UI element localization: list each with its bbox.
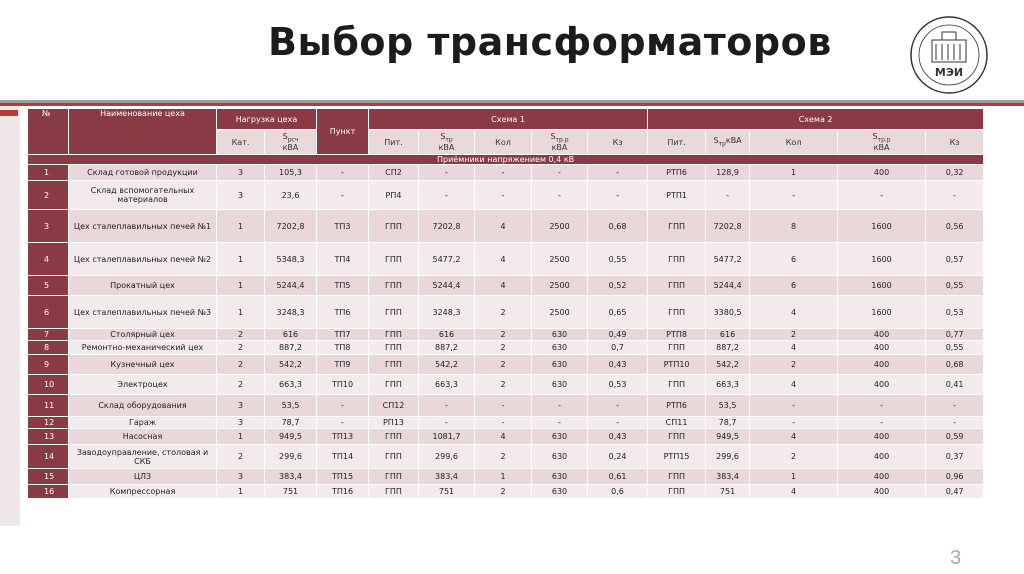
s2-s: 887,2 xyxy=(706,341,750,355)
s1-kz: 0,6 xyxy=(588,485,648,499)
s2-s: 5477,2 xyxy=(706,243,750,276)
punkt: ТП7 xyxy=(317,329,369,341)
category: 1 xyxy=(217,296,265,329)
s1-str: - xyxy=(532,395,588,417)
s1-kol: 4 xyxy=(475,276,532,296)
category: 2 xyxy=(217,341,265,355)
s2-kz: 0,59 xyxy=(926,429,984,445)
row-num: 11 xyxy=(28,395,69,417)
s2-str: - xyxy=(838,395,926,417)
punkt: ТП14 xyxy=(317,445,369,469)
transformer-table xyxy=(27,108,984,499)
s2-kz: - xyxy=(926,181,984,210)
s1-kz: 0,61 xyxy=(588,469,648,485)
s2-kz-header: Кз xyxy=(926,130,984,155)
category: 3 xyxy=(217,395,265,417)
s1-kol: - xyxy=(475,181,532,210)
shop-name: Заводоуправление, столовая и СКБ xyxy=(69,445,217,469)
s2-s: 542,2 xyxy=(706,355,750,375)
s1-kz-header: Кз xyxy=(588,130,648,155)
s1-pit: ГПП xyxy=(369,375,419,395)
punkt: - xyxy=(317,395,369,417)
s1-pit: ГПП xyxy=(369,445,419,469)
s2-s-header: $S_{тр}кВА$ xyxy=(706,130,750,155)
s1-kol: - xyxy=(475,165,532,181)
row-num: 6 xyxy=(28,296,69,329)
s1-str: 630 xyxy=(532,429,588,445)
table-row xyxy=(28,429,984,445)
s1-kz: 0,7 xyxy=(588,341,648,355)
s1-str: 630 xyxy=(532,485,588,499)
s2-kol: 6 xyxy=(750,243,838,276)
load-s: 383,4 xyxy=(265,469,317,485)
s1-kz: - xyxy=(588,395,648,417)
col-punkt-header: Пункт xyxy=(317,109,369,155)
s1-s-header: $S_{тр}$ кВА xyxy=(419,130,475,155)
s1-pit: ГПП xyxy=(369,429,419,445)
s1-str: 2500 xyxy=(532,210,588,243)
s1-kz: 0,43 xyxy=(588,429,648,445)
s2-str: 400 xyxy=(838,429,926,445)
s1-pit: ГПП xyxy=(369,469,419,485)
s1-pit: ГПП xyxy=(369,276,419,296)
s2-str: 400 xyxy=(838,329,926,341)
s1-kz: 0,24 xyxy=(588,445,648,469)
s1-pit: СП2 xyxy=(369,165,419,181)
s2-kol: 4 xyxy=(750,341,838,355)
table-row xyxy=(28,417,984,429)
s1-str: 630 xyxy=(532,375,588,395)
row-num: 3 xyxy=(28,210,69,243)
category: 1 xyxy=(217,429,265,445)
s1-str: 2500 xyxy=(532,243,588,276)
s1-str: - xyxy=(532,181,588,210)
shop-name: Цех сталеплавильных печей №2 xyxy=(69,243,217,276)
s2-kol: 6 xyxy=(750,276,838,296)
s2-kz: 0,56 xyxy=(926,210,984,243)
punkt: - xyxy=(317,165,369,181)
s1-s: 5477,2 xyxy=(419,243,475,276)
s2-kol: 8 xyxy=(750,210,838,243)
s1-kol: - xyxy=(475,395,532,417)
s1-s: - xyxy=(419,417,475,429)
s1-kz: - xyxy=(588,165,648,181)
s2-str: 400 xyxy=(838,485,926,499)
s1-str: 630 xyxy=(532,329,588,341)
col-num-header: № xyxy=(28,109,69,155)
s2-kz: - xyxy=(926,395,984,417)
s2-str-header: $S_{тр.р}$ кВА xyxy=(838,130,926,155)
load-s: 751 xyxy=(265,485,317,499)
s2-s: 3380,5 xyxy=(706,296,750,329)
s1-kol: 2 xyxy=(475,485,532,499)
s1-kol: 2 xyxy=(475,341,532,355)
s1-s: 751 xyxy=(419,485,475,499)
s2-s: 299,6 xyxy=(706,445,750,469)
s2-kol: 4 xyxy=(750,485,838,499)
punkt: ТП8 xyxy=(317,341,369,355)
s1-kol: 2 xyxy=(475,296,532,329)
page-title: Выбор трансформаторов xyxy=(268,20,832,64)
s1-kz: 0,53 xyxy=(588,375,648,395)
s1-s: 616 xyxy=(419,329,475,341)
s1-kol-header: Кол xyxy=(475,130,532,155)
category: 3 xyxy=(217,417,265,429)
row-num: 12 xyxy=(28,417,69,429)
row-num: 5 xyxy=(28,276,69,296)
row-num: 15 xyxy=(28,469,69,485)
s2-kz: 0,57 xyxy=(926,243,984,276)
s1-kz: - xyxy=(588,181,648,210)
row-num: 16 xyxy=(28,485,69,499)
table-row xyxy=(28,276,984,296)
load-s: 5348,3 xyxy=(265,243,317,276)
s1-pit: ГПП xyxy=(369,355,419,375)
s1-s: 1081,7 xyxy=(419,429,475,445)
table-row xyxy=(28,485,984,499)
load-s: 887,2 xyxy=(265,341,317,355)
category: 2 xyxy=(217,445,265,469)
s1-s: - xyxy=(419,181,475,210)
s1-kol: 2 xyxy=(475,329,532,341)
s2-pit: ГПП xyxy=(648,429,706,445)
s2-str: 400 xyxy=(838,341,926,355)
s2-kz: 0,55 xyxy=(926,276,984,296)
table-row xyxy=(28,329,984,341)
shop-name: Компрессорная xyxy=(69,485,217,499)
s2-str: 1600 xyxy=(838,243,926,276)
s2-kz: 0,77 xyxy=(926,329,984,341)
s1-kol: 4 xyxy=(475,429,532,445)
load-s: 616 xyxy=(265,329,317,341)
shop-name: Склад вспомогательных материалов xyxy=(69,181,217,210)
row-num: 7 xyxy=(28,329,69,341)
s1-pit: ГПП xyxy=(369,329,419,341)
load-s: 53,5 xyxy=(265,395,317,417)
s2-pit: СП11 xyxy=(648,417,706,429)
col-name-header: Наименование цеха xyxy=(69,109,217,155)
scheme2-header: Схема 2 xyxy=(648,109,984,130)
s1-pit: ГПП xyxy=(369,210,419,243)
s1-kz: 0,43 xyxy=(588,355,648,375)
s1-pit: РП4 xyxy=(369,181,419,210)
load-s: 5244,4 xyxy=(265,276,317,296)
table-row xyxy=(28,341,984,355)
category: 3 xyxy=(217,181,265,210)
s2-s: 949,5 xyxy=(706,429,750,445)
s2-kol: 1 xyxy=(750,165,838,181)
s1-pit-header: Пит. xyxy=(369,130,419,155)
scheme1-header: Схема 1 xyxy=(369,109,648,130)
category: 3 xyxy=(217,165,265,181)
shop-name: Гараж xyxy=(69,417,217,429)
shop-name: Ремонтно-механический цех xyxy=(69,341,217,355)
s1-pit: СП12 xyxy=(369,395,419,417)
s2-str: 400 xyxy=(838,355,926,375)
s1-kol: 4 xyxy=(475,210,532,243)
col-s-header: $S_{рсч}$ кВА xyxy=(265,130,317,155)
category: 1 xyxy=(217,276,265,296)
s1-s: - xyxy=(419,165,475,181)
page-number: 3 xyxy=(950,547,962,569)
s2-kol: 2 xyxy=(750,355,838,375)
s2-pit: ГПП xyxy=(648,469,706,485)
logo-text: МЭИ xyxy=(934,66,964,79)
shop-name: Прокатный цех xyxy=(69,276,217,296)
s2-s: - xyxy=(706,181,750,210)
category: 2 xyxy=(217,355,265,375)
s1-kz: 0,68 xyxy=(588,210,648,243)
shop-name: ЦЛЗ xyxy=(69,469,217,485)
punkt: ТП3 xyxy=(317,210,369,243)
category: 1 xyxy=(217,485,265,499)
s2-pit: РТП1 xyxy=(648,181,706,210)
load-s: 105,3 xyxy=(265,165,317,181)
row-num: 8 xyxy=(28,341,69,355)
s1-s: - xyxy=(419,395,475,417)
load-s: 23,6 xyxy=(265,181,317,210)
s1-kol: 2 xyxy=(475,355,532,375)
s2-kol: 4 xyxy=(750,375,838,395)
s1-kz: - xyxy=(588,417,648,429)
left-accent-bar xyxy=(0,110,18,116)
section-header: Приёмники напряжением 0,4 кВ xyxy=(28,155,984,165)
s2-pit: ГПП xyxy=(648,210,706,243)
load-s: 7202,8 xyxy=(265,210,317,243)
s2-kol: - xyxy=(750,417,838,429)
row-num: 13 xyxy=(28,429,69,445)
s1-s: 3248,3 xyxy=(419,296,475,329)
s2-s: 751 xyxy=(706,485,750,499)
table-row xyxy=(28,469,984,485)
s2-pit: ГПП xyxy=(648,296,706,329)
s1-pit: РП13 xyxy=(369,417,419,429)
s2-pit-header: Пит. xyxy=(648,130,706,155)
table-row xyxy=(28,445,984,469)
table-row xyxy=(28,210,984,243)
s2-kol: 4 xyxy=(750,429,838,445)
s1-str: - xyxy=(532,165,588,181)
s1-s: 383,4 xyxy=(419,469,475,485)
s1-s: 299,6 xyxy=(419,445,475,469)
shop-name: Цех сталеплавильных печей №3 xyxy=(69,296,217,329)
s1-str: 630 xyxy=(532,355,588,375)
punkt: ТП15 xyxy=(317,469,369,485)
s1-str: 630 xyxy=(532,469,588,485)
load-s: 299,6 xyxy=(265,445,317,469)
s2-pit: РТП8 xyxy=(648,329,706,341)
row-num: 4 xyxy=(28,243,69,276)
punkt: ТП6 xyxy=(317,296,369,329)
s1-pit: ГПП xyxy=(369,296,419,329)
s2-kol: - xyxy=(750,395,838,417)
s2-pit: ГПП xyxy=(648,243,706,276)
s2-kz: 0,55 xyxy=(926,341,984,355)
shop-name: Кузнечный цех xyxy=(69,355,217,375)
row-num: 10 xyxy=(28,375,69,395)
s2-s: 7202,8 xyxy=(706,210,750,243)
shop-name: Насосная xyxy=(69,429,217,445)
s1-kz: 0,55 xyxy=(588,243,648,276)
punkt: ТП5 xyxy=(317,276,369,296)
s2-kol: - xyxy=(750,181,838,210)
s2-kz: 0,41 xyxy=(926,375,984,395)
s2-s: 383,4 xyxy=(706,469,750,485)
punkt: ТП9 xyxy=(317,355,369,375)
category: 3 xyxy=(217,469,265,485)
table-row xyxy=(28,395,984,417)
punkt: ТП16 xyxy=(317,485,369,499)
punkt: ТП4 xyxy=(317,243,369,276)
load-s: 663,3 xyxy=(265,375,317,395)
s1-str-header: $S_{тр.р}$ кВА xyxy=(532,130,588,155)
s1-kol: 4 xyxy=(475,243,532,276)
s2-s: 616 xyxy=(706,329,750,341)
s2-kol: 1 xyxy=(750,469,838,485)
university-logo-icon xyxy=(908,14,990,96)
s2-str: 400 xyxy=(838,469,926,485)
table-row xyxy=(28,375,984,395)
table-row xyxy=(28,296,984,329)
s2-pit: РТП15 xyxy=(648,445,706,469)
shop-name: Склад оборудования xyxy=(69,395,217,417)
s2-s: 5244,4 xyxy=(706,276,750,296)
s2-str: 400 xyxy=(838,165,926,181)
s2-pit: ГПП xyxy=(648,341,706,355)
col-load-header: Нагрузка цеха xyxy=(217,109,317,130)
s2-str: 400 xyxy=(838,445,926,469)
s2-pit: РТП10 xyxy=(648,355,706,375)
s1-kol: 2 xyxy=(475,445,532,469)
punkt: - xyxy=(317,417,369,429)
punkt: ТП10 xyxy=(317,375,369,395)
s2-str: 1600 xyxy=(838,296,926,329)
shop-name: Цех сталеплавильных печей №1 xyxy=(69,210,217,243)
load-s: 949,5 xyxy=(265,429,317,445)
s1-s: 887,2 xyxy=(419,341,475,355)
s1-str: 2500 xyxy=(532,276,588,296)
s1-pit: ГПП xyxy=(369,341,419,355)
shop-name: Склад готовой продукции xyxy=(69,165,217,181)
row-num: 1 xyxy=(28,165,69,181)
s2-s: 78,7 xyxy=(706,417,750,429)
shop-name: Электроцех xyxy=(69,375,217,395)
s1-kol: 1 xyxy=(475,469,532,485)
s2-pit: РТП6 xyxy=(648,165,706,181)
s2-kol: 2 xyxy=(750,329,838,341)
row-num: 14 xyxy=(28,445,69,469)
s2-kol: 2 xyxy=(750,445,838,469)
s1-kol: 2 xyxy=(475,375,532,395)
s2-str: 400 xyxy=(838,375,926,395)
s1-kz: 0,49 xyxy=(588,329,648,341)
punkt: ТП13 xyxy=(317,429,369,445)
load-s: 3248,3 xyxy=(265,296,317,329)
s2-kol-header: Кол xyxy=(750,130,838,155)
s2-kz: 0,68 xyxy=(926,355,984,375)
s1-pit: ГПП xyxy=(369,243,419,276)
table-row xyxy=(28,243,984,276)
shop-name: Столярный цех xyxy=(69,329,217,341)
col-kat-header: Кат. xyxy=(217,130,265,155)
s2-kz: 0,47 xyxy=(926,485,984,499)
s2-str: - xyxy=(838,181,926,210)
s1-s: 542,2 xyxy=(419,355,475,375)
s1-s: 5244,4 xyxy=(419,276,475,296)
s1-s: 663,3 xyxy=(419,375,475,395)
row-num: 2 xyxy=(28,181,69,210)
s2-str: - xyxy=(838,417,926,429)
s2-pit: ГПП xyxy=(648,276,706,296)
s1-kz: 0,52 xyxy=(588,276,648,296)
category: 1 xyxy=(217,210,265,243)
s1-kol: - xyxy=(475,417,532,429)
s1-kz: 0,65 xyxy=(588,296,648,329)
row-num: 9 xyxy=(28,355,69,375)
s2-str: 1600 xyxy=(838,210,926,243)
header-accent-line xyxy=(0,103,1024,106)
s2-pit: ГПП xyxy=(648,485,706,499)
s2-kz: 0,37 xyxy=(926,445,984,469)
s1-str: 630 xyxy=(532,445,588,469)
s1-str: - xyxy=(532,417,588,429)
left-margin-strip xyxy=(0,106,20,526)
s2-kz: 0,32 xyxy=(926,165,984,181)
s2-s: 663,3 xyxy=(706,375,750,395)
table-row xyxy=(28,355,984,375)
s2-s: 53,5 xyxy=(706,395,750,417)
load-s: 542,2 xyxy=(265,355,317,375)
load-s: 78,7 xyxy=(265,417,317,429)
category: 2 xyxy=(217,329,265,341)
punkt: - xyxy=(317,181,369,210)
s1-pit: ГПП xyxy=(369,485,419,499)
table-row xyxy=(28,181,984,210)
s2-kz: - xyxy=(926,417,984,429)
s2-kz: 0,96 xyxy=(926,469,984,485)
s1-s: 7202,8 xyxy=(419,210,475,243)
s1-str: 630 xyxy=(532,341,588,355)
category: 1 xyxy=(217,243,265,276)
s1-str: 2500 xyxy=(532,296,588,329)
table-row xyxy=(28,165,984,181)
s2-kz: 0,53 xyxy=(926,296,984,329)
s2-str: 1600 xyxy=(838,276,926,296)
s2-pit: РТП6 xyxy=(648,395,706,417)
s2-s: 128,9 xyxy=(706,165,750,181)
s2-kol: 4 xyxy=(750,296,838,329)
category: 2 xyxy=(217,375,265,395)
s2-pit: ГПП xyxy=(648,375,706,395)
